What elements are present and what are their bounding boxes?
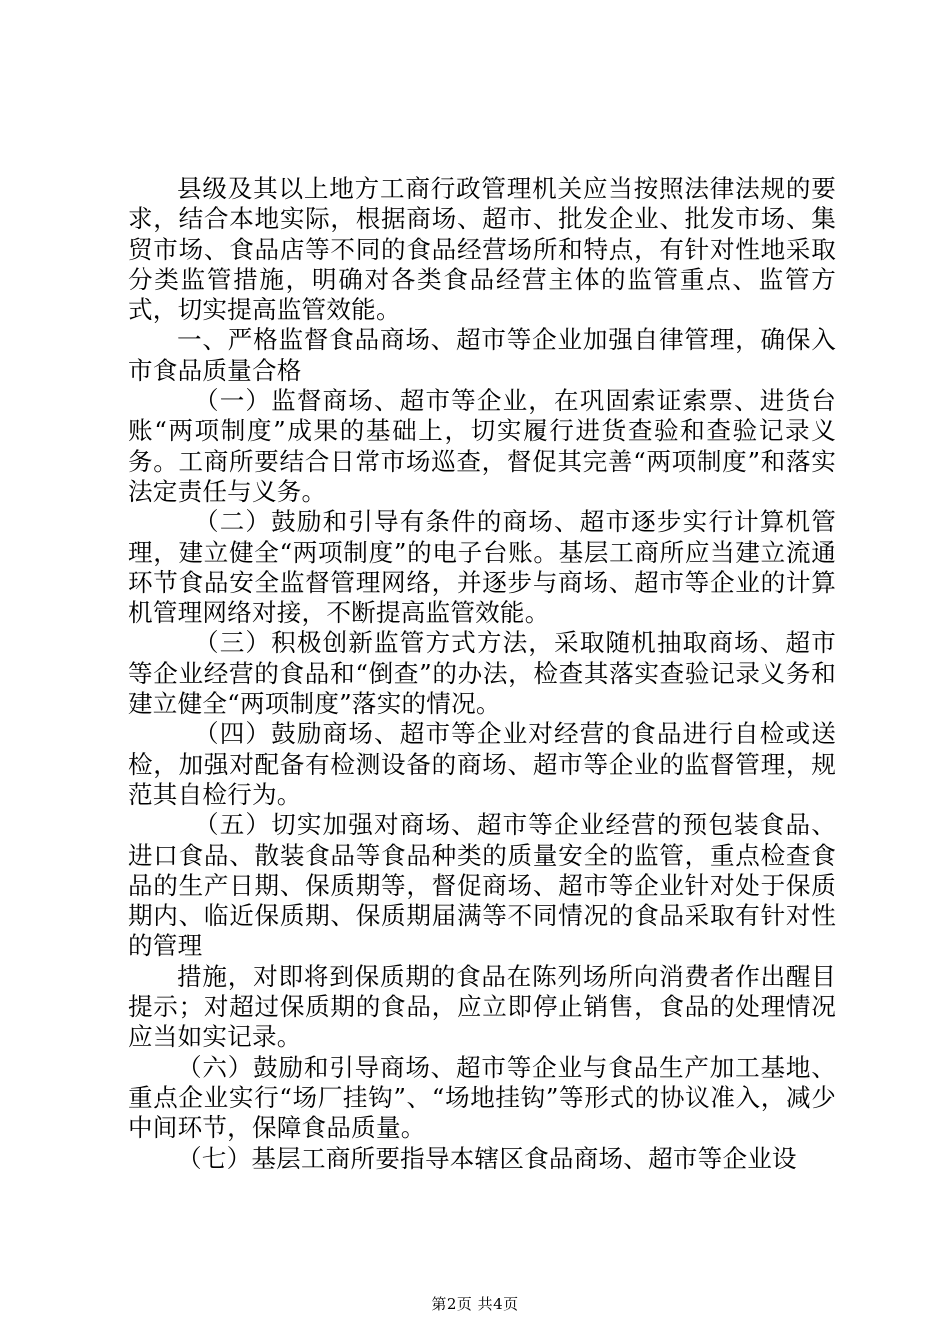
paragraph-item-5: （五）切实加强对商场、超市等企业经营的预包装食品、进口食品、散装食品等食品种类的质量安全的监管，重点检查食品的生产日期、保质期等，督促商场、超市等企业针对处于保质期内、临近保质期、保质期届满等不同情况的食品采取有针对性的管理 [128, 810, 836, 961]
paragraph-item-5-continued: 措施，对即将到保质期的食品在陈列场所向消费者作出醒目提示；对超过保质期的食品，应立即停止销售，食品的处理情况应当如实记录。 [128, 961, 836, 1052]
paragraph-item-1: （一）监督商场、超市等企业，在巩固索证索票、进货台账“两项制度”成果的基础上，切实履行进货查验和查验记录义务。工商所要结合日常市场巡查，督促其完善“两项制度”和落实法定责任与义务。 [128, 386, 836, 506]
paragraph-item-2: （二）鼓励和引导有条件的商场、超市逐步实行计算机管理，建立健全“两项制度”的电子台账。基层工商所应当建立流通环节食品安全监督管理网络，并逐步与商场、超市等企业的计算机管理网络对接，不断提高监管效能。 [128, 507, 836, 628]
section-heading-1: 一、严格监督食品商场、超市等企业加强自律管理，确保入市食品质量合格 [128, 325, 836, 385]
paragraph-item-6: （六）鼓励和引导商场、超市等企业与食品生产加工基地、重点企业实行“场厂挂钩”、“场地挂钩”等形式的协议准入，减少中间环节，保障食品质量。 [128, 1052, 836, 1143]
paragraph-item-4: （四）鼓励商场、超市等企业对经营的食品进行自检或送检，加强对配备有检测设备的商场、超市等企业的监督管理，规范其自检行为。 [128, 719, 836, 809]
page-number: 第2页 共4页 [431, 1295, 519, 1313]
paragraph-intro: 县级及其以上地方工商行政管理机关应当按照法律法规的要求，结合本地实际，根据商场、超市、批发企业、批发市场、集贸市场、食品店等不同的食品经营场所和特点，有针对性地采取分类监管措施，明确对各类食品经营主体的监管重点、监管方式，切实提高监管效能。 [128, 174, 836, 325]
document-body [128, 174, 836, 1174]
paragraph-item-7: （七）基层工商所要指导本辖区食品商场、超市等企业设 [177, 1143, 797, 1173]
paragraph-item-3: （三）积极创新监管方式方法，采取随机抽取商场、超市等企业经营的食品和“倒查”的办法，检查其落实查验记录义务和建立健全“两项制度”落实的情况。 [128, 628, 836, 719]
